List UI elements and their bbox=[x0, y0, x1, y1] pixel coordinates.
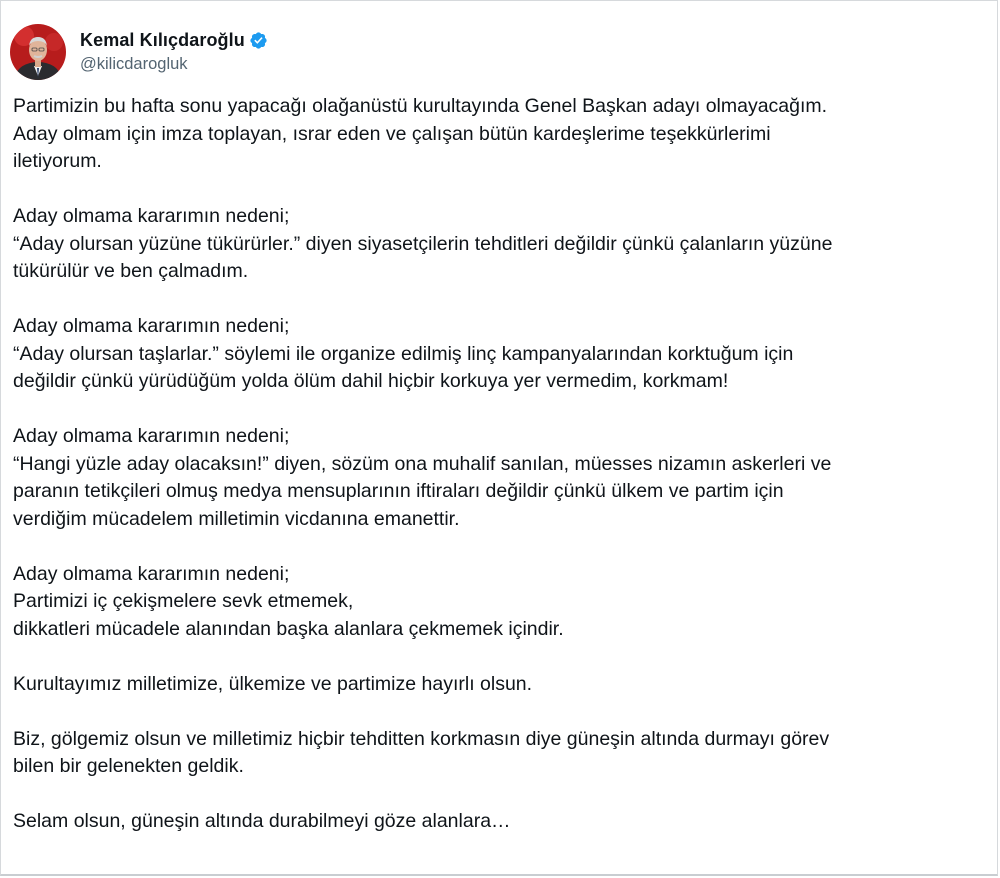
text-line: verdiğim mücadelem milletimin vicdanına emanettir. bbox=[13, 507, 460, 530]
avatar-image bbox=[10, 24, 66, 80]
text-line: dikkatleri mücadele alanından başka alanlara çekmemek içindir. bbox=[13, 617, 564, 640]
tweet-text bbox=[13, 93, 988, 863]
text-line: “Hangi yüzle aday olacaksın!” diyen, sözüm ona muhalif sanılan, müesses nizamın askerleri ve bbox=[13, 452, 832, 475]
text-line: Aday olmama kararımın nedeni; bbox=[13, 562, 290, 585]
text-line: değildir çünkü yürüdüğüm yolda ölüm dahil hiçbir korkuya yer vermedim, korkmam! bbox=[13, 370, 729, 392]
display-name-row bbox=[80, 30, 268, 51]
text-line: tükürülür ve ben çalmadım. bbox=[13, 260, 249, 282]
text-line: Aday olmam için imza toplayan, ısrar eden ve çalışan bütün kardeşlerime teşekkürlerimi bbox=[13, 122, 771, 145]
verified-badge-icon bbox=[249, 31, 268, 50]
text-line: Aday olmama kararımın nedeni; bbox=[13, 425, 290, 447]
text-line: Kurultayımız milletimize, ülkemize ve partimize hayırlı olsun. bbox=[13, 672, 533, 695]
tweet-paragraph bbox=[13, 671, 988, 699]
tweet-paragraph bbox=[13, 808, 988, 836]
text-line: iletiyorum. bbox=[13, 150, 102, 172]
tweet-header bbox=[10, 24, 268, 80]
display-name[interactable]: Kemal Kılıçdaroğlu bbox=[80, 30, 245, 50]
user-names bbox=[80, 30, 268, 74]
text-line: Biz, gölgemiz olsun ve milletimiz hiçbir tehditten korkmasın diye güneşin altında durmayı görev bbox=[13, 727, 830, 750]
text-line: “Aday olursan yüzüne tükürürler.” diyen siyasetçilerin tehditleri değildir çünkü çalanların yüzüne bbox=[13, 232, 833, 255]
tweet-paragraph bbox=[13, 561, 988, 644]
text-line: Selam olsun, güneşin altında durabilmeyi göze alanlara… bbox=[13, 810, 511, 832]
text-line: Aday olmama kararımın nedeni; bbox=[13, 205, 290, 227]
text-line: “Aday olursan taşlarlar.” söylemi ile organize edilmiş linç kampanyalarından korktuğum için bbox=[13, 342, 794, 365]
text-line: paranın tetikçileri olmuş medya mensuplarının iftiraları değildir çünkü ülkem ve partim için bbox=[13, 480, 784, 502]
tweet-paragraph bbox=[13, 726, 988, 781]
tweet-paragraph bbox=[13, 203, 988, 286]
text-line: Partimizin bu hafta sonu yapacağı olağanüstü kurultayında Genel Başkan adayı olmayacağım. bbox=[13, 95, 828, 117]
tweet-paragraph bbox=[13, 93, 988, 176]
handle[interactable]: @kilicdarogluk bbox=[80, 55, 188, 73]
text-line: Aday olmama kararımın nedeni; bbox=[13, 315, 290, 337]
tweet-paragraph bbox=[13, 423, 988, 533]
text-line: bilen bir gelenekten geldik. bbox=[13, 755, 244, 777]
avatar[interactable] bbox=[10, 24, 66, 80]
tweet-paragraph bbox=[13, 313, 988, 396]
text-line: Partimizi iç çekişmelere sevk etmemek, bbox=[13, 590, 354, 612]
